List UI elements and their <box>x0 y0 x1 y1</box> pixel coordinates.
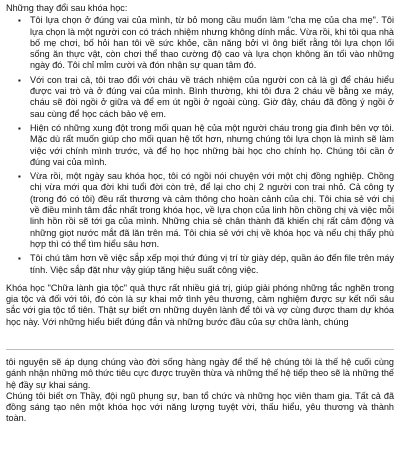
changes-list <box>6 15 394 276</box>
closing-paragraph: Khóa học "Chữa lành gia tộc" quả thực rất nhiều giá trị, giúp giải phóng những tắc nghẽn trong gia tộc và đối với tôi, đó còn là sự khai mở tình yêu thương, cảm nghiệm được sự kết nối sâu sắc với gia tộc tổ tiên. Thật sự biết ơn những duyên lành để tôi và vợ cùng được tham dự khóa học này. Với những hiểu biết đúng đắn và những bước đầu của sự chữa lành, chúng <box>6 282 394 327</box>
list-item: ▪ Vừa rồi, một ngày sau khóa học, tôi có ngồi nói chuyện với một chị đồng nghiệp. Chồng chị vừa mới qua đời khi tuổi đời còn trẻ, để lại cho chị 2 người con trai nhỏ. Cả công ty (trong đó có tôi) đều rất thương và cảm thông cho hoàn cảnh của chị. Tôi chia sẻ với chị về điều mình tâm đắc nhất trong khóa học, về lựa chọn của linh hồn chồng chị và việc mỗi linh hồn rồi sẽ tới ga của mình. Những chia sẻ chân thành đã khiến chị rất cảm động và những giọt nước mắt đã lăn trên má. Tôi chia sẻ với chị về khóa học và nếu chị thấy phù hợp thì có thể tìm hiểu sâu hơn. <box>30 171 394 250</box>
list-item: ▪ Với con trai cả, tôi trao đổi với cháu về trách nhiệm của người con cả là gì để cháu hiểu được vai trò và ở đúng vai của mình. Bình thường, khi tôi đưa 2 cháu về bằng xe máy, cháu sẽ đòi ngồi ở giữa và để em út ngồi ở ngoài cùng. Giờ đây, cháu đã đồng ý ngồi ở sau cùng để học cách bảo vệ em. <box>30 75 394 120</box>
continuation-text <box>6 357 394 425</box>
continuation-paragraph: tôi nguyện sẽ áp dụng chúng vào đời sống hàng ngày để thế hệ chúng tôi là thế hệ cuối cùng gánh nhận những mô thức tiêu cực được truyền thừa và những thế hệ tiếp theo sẽ là những thế hệ đầy sự khai sáng. <box>6 357 394 390</box>
list-item: ▪ Hiện có những xung đột trong mối quan hệ của một người cháu trong gia đình bên vợ tôi. Mặc dù rất muốn giúp cho mối quan hệ tốt hơn, nhưng chúng tôi lựa chọn là mình sẽ làm việc với chính mình trước, và để họ học những bài học cho chính họ. Chúng tôi cần ở đúng vai của mình. <box>30 123 394 168</box>
page-divider <box>6 349 394 350</box>
document-body <box>6 3 394 328</box>
gratitude-paragraph: Chúng tôi biết ơn Thầy, đội ngũ phụng sự, ban tổ chức và những học viên tham gia. Tất cả đã đồng sáng tạo nên một khóa học với năng lượng tuyệt vời, thấu hiểu, yêu thương và thành toàn. <box>6 390 394 424</box>
list-item: ▪ Tôi chú tâm hơn về việc sắp xếp mọi thứ đúng vị trí từ giày dép, quần áo đến file trên máy tính. Việc sắp đặt như vậy giúp tăng hiệu suất công việc. <box>30 253 394 276</box>
section-heading: Những thay đổi sau khóa học: <box>6 3 128 13</box>
list-item: ▪ Tôi lựa chọn ở đúng vai của mình, từ bỏ mong cầu muốn làm "cha mẹ của cha mẹ". Tôi lựa chọn là một người con có trách nhiệm nhưng không dính mắc. Vừa rồi, khi tôi qua nhà bố mẹ chơi, bố hỏi han tôi về sức khỏe, cần năng bởi vì ông biết rằng tôi lựa chọn lối sống ăn thực vật, còn chơi thể thao cường độ cao và lựa chọn không ăn tối vào những ngày đó. Tôi chỉ mỉm cười và đón nhận sự quan tâm đó. <box>30 15 394 71</box>
